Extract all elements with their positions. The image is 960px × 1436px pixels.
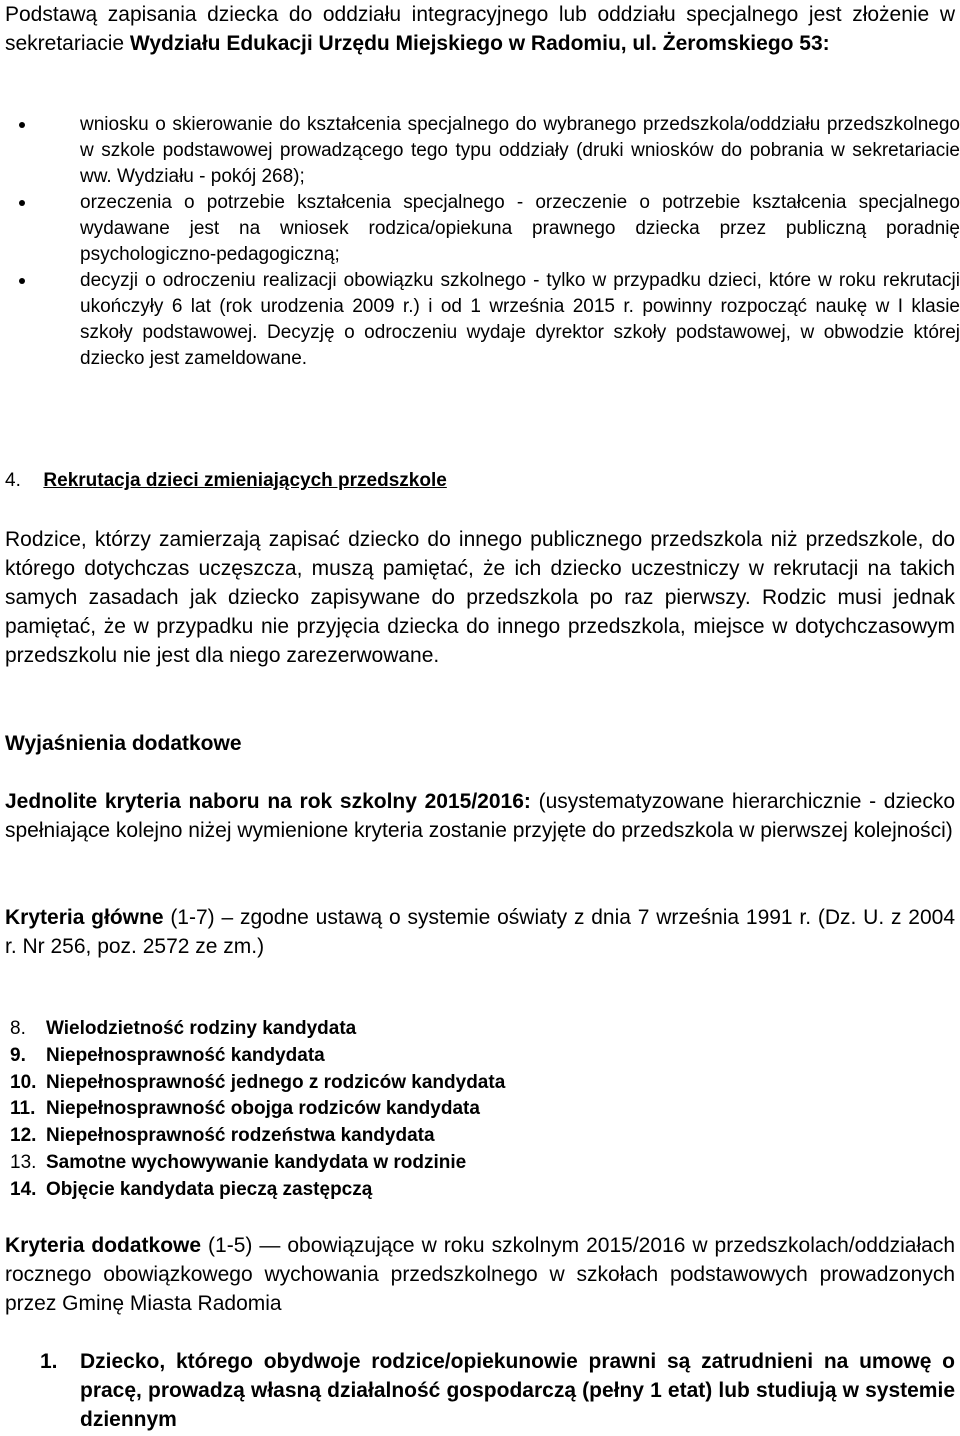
- main-criteria-title: Kryteria główne: [5, 906, 164, 929]
- additional-criteria-title: Kryteria dodatkowe: [5, 1234, 202, 1257]
- criteria-title: Jednolite kryteria naboru na rok szkolny 2015/2016:: [5, 790, 531, 813]
- list-item: 14. Objęcie kandydata pieczą zastępczą: [10, 1178, 373, 1200]
- heading-text: Wyjaśnienia dodatkowe: [5, 732, 242, 755]
- section-4-heading: [5, 468, 447, 494]
- intro-paragraph: [5, 0, 955, 58]
- intro-text: Podstawą zapisania dziecka do oddziału integracyjnego lub oddziału specjalnego jest złożenie w sekretariacie: [5, 3, 955, 55]
- bullet-icon: [19, 122, 25, 128]
- additional-criteria-item-1: [40, 1347, 955, 1434]
- list-item: [5, 112, 960, 190]
- item-text: Dziecko, którego obydwoje rodzice/opiekunowie prawni są zatrudnieni na umowę o pracę, prowadzą własną działalność gospodarczą (pełny 1 etat) lub studiują w systemie dziennym: [80, 1350, 955, 1431]
- list-item: [5, 190, 960, 268]
- list-item: 8. Wielodzietność rodziny kandydata: [10, 1018, 357, 1039]
- criteria-description: (usystematyzowane hierarchicznie - dziecko spełniające kolejno niżej wymienione kryteria zostanie przyjęte do przedszkola w pierwszej kolejności): [5, 790, 956, 842]
- list-item: 13. Samotne wychowywanie kandydata w rodzinie: [10, 1151, 467, 1173]
- main-criteria-list: [10, 1016, 505, 1204]
- list-item: 12. Niepełnosprawność rodzeństwa kandydata: [10, 1125, 435, 1147]
- intro-office: Wydziału Edukacji Urzędu Miejskiego w Radomiu, ul. Żeromskiego 53:: [129, 32, 830, 55]
- bullet-icon: [19, 278, 25, 284]
- required-documents-list: [5, 112, 960, 372]
- list-item-text: orzeczenia o potrzebie kształcenia specjalnego - orzeczenie o potrzebie kształcenia specjalnego wydawane jest na wniosek rodzica/opiekuna prawnego dziecka przez publiczną poradnię psychologiczno-pedagogiczną;: [80, 192, 960, 265]
- list-item: 11. Niepełnosprawność obojga rodziców kandydata: [10, 1098, 480, 1120]
- main-criteria-description: (1-7) – zgodne ustawą o systemie oświaty z dnia 7 września 1991 r. (Dz. U. z 2004 r. Nr 256, poz. 2572 ze zm.): [5, 906, 956, 958]
- section-4-paragraph: [5, 525, 955, 670]
- section-number: 4.: [5, 470, 21, 491]
- main-criteria-paragraph: [5, 903, 955, 961]
- bullet-icon: [19, 200, 25, 206]
- additional-criteria-paragraph: [5, 1231, 955, 1318]
- additional-criteria-description: (1-5) — obowiązujące w roku szkolnym 2015/2016 w przedszkolach/oddziałach rocznego obowiązkowego wychowania przedszkolnego w szkołach podstawowych prowadzonych przez Gminę Miasta Radomia: [5, 1234, 955, 1315]
- additional-info-heading: [5, 729, 242, 758]
- item-number: 1.: [40, 1350, 58, 1373]
- section-title: Rekrutacja dzieci zmieniających przedszkole: [43, 470, 447, 491]
- list-item: [5, 268, 960, 372]
- paragraph-text: Rodzice, którzy zamierzają zapisać dziecko do innego publicznego przedszkola niż przedszkole, do którego dotychczas uczęszcza, muszą pamiętać, że ich dziecko uczestniczy w rekrutacji na takich samych zasadach jak dziecko zapisywane do przedszkola po raz pierwszy. Rodzic musi jednak pamiętać, że w przypadku nie przyjęcia dziecka do innego przedszkola, miejsce w dotychczasowym przedszkolu nie jest dla niego zarezerwowane.: [5, 528, 955, 667]
- list-item-text: wniosku o skierowanie do kształcenia specjalnego do wybranego przedszkola/oddziału przedszkolnego w szkole podstawowej prowadzącego tego typu oddziały (druki wniosków do pobrania w sekretariacie ww. Wydziału - pokój 268);: [80, 114, 960, 187]
- list-item: 10. Niepełnosprawność jednego z rodziców kandydata: [10, 1071, 506, 1093]
- list-item-text: decyzji o odroczeniu realizacji obowiązku szkolnego - tylko w przypadku dzieci, które w roku rekrutacji ukończyły 6 lat (rok urodzenia 2009 r.) i od 1 września 2015 r. powinny rozpocząć naukę w I klasie szkoły podstawowej. Decyzję o odroczeniu wydaje dyrektor szkoły podstawowej, w obwodzie której dziecko jest zameldowane.: [80, 270, 960, 369]
- criteria-paragraph: [5, 787, 955, 845]
- list-item: 9. Niepełnosprawność kandydata: [10, 1044, 325, 1066]
